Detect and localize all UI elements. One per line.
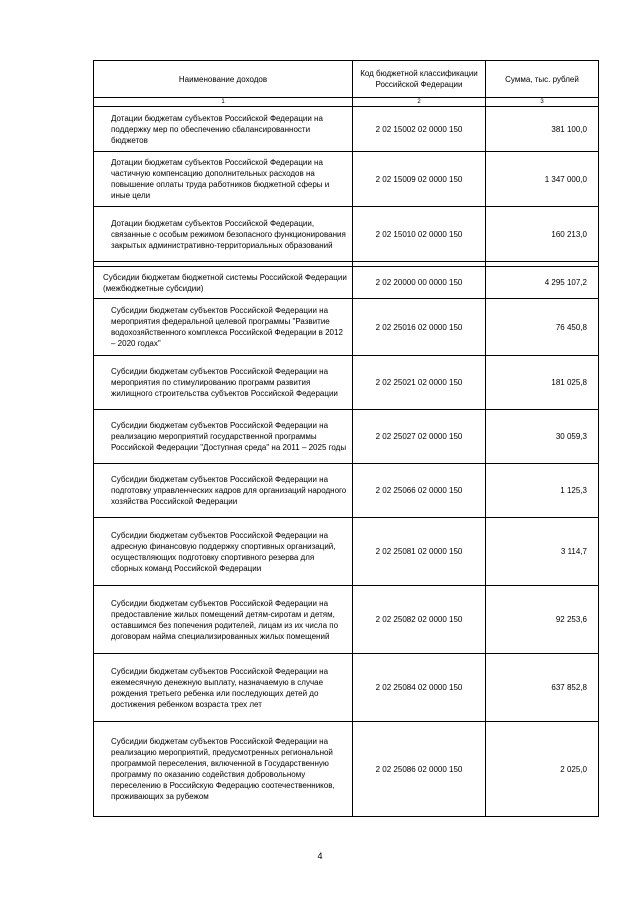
- table-row: [94, 299, 599, 356]
- budget-code: 2 02 20000 00 0000 150: [353, 267, 486, 299]
- budget-code: 2 02 25016 02 0000 150: [353, 299, 486, 356]
- revenue-name: Субсидии бюджетам субъектов Российской Федерации на мероприятия федеральной целевой программы "Развитие водохозяйственного комплекса Российской Федерации в 2012 – 2020 годах": [94, 299, 353, 356]
- header-budget-code: Код бюджетной классификации Российской Федерации: [353, 61, 486, 98]
- table-row: [94, 722, 599, 817]
- header-amount: Сумма, тыс. рублей: [486, 61, 599, 98]
- table-row: [94, 654, 599, 722]
- column-number: 2: [353, 98, 486, 107]
- column-number-row: [94, 98, 599, 107]
- revenue-name: Субсидии бюджетам субъектов Российской Федерации на подготовку управленческих кадров для организаций народного хозяйства Российской Федерации: [94, 464, 353, 518]
- revenue-name: Субсидии бюджетам субъектов Российской Федерации на мероприятия по стимулированию программ развития жилищного строительства субъектов Российской Федерации: [94, 356, 353, 410]
- table-row: [94, 518, 599, 586]
- column-number: 3: [486, 98, 599, 107]
- budget-code: 2 02 25081 02 0000 150: [353, 518, 486, 586]
- amount: 76 450,8: [486, 299, 599, 356]
- budget-code: 2 02 25086 02 0000 150: [353, 722, 486, 817]
- table-row: [94, 410, 599, 464]
- table-row: [94, 207, 599, 262]
- amount: 2 025,0: [486, 722, 599, 817]
- revenue-name: Субсидии бюджетам субъектов Российской Федерации на адресную финансовую поддержку спортивных организаций, осуществляющих подготовку спортивного резерва для сборных команд Российской Федерации: [94, 518, 353, 586]
- budget-code: 2 02 15009 02 0000 150: [353, 152, 486, 207]
- amount: 181 025,8: [486, 356, 599, 410]
- amount: 381 100,0: [486, 107, 599, 152]
- amount: 3 114,7: [486, 518, 599, 586]
- budget-code: 2 02 25021 02 0000 150: [353, 356, 486, 410]
- budget-code: 2 02 25027 02 0000 150: [353, 410, 486, 464]
- revenue-table: [93, 60, 599, 817]
- table-row: [94, 586, 599, 654]
- column-number: 1: [94, 98, 353, 107]
- budget-code: 2 02 25066 02 0000 150: [353, 464, 486, 518]
- table-row: [94, 152, 599, 207]
- revenue-name: Дотации бюджетам субъектов Российской Федерации, связанные с особым режимом безопасного функционирования закрытых административно-территориальных образований: [94, 207, 353, 262]
- amount: 160 213,0: [486, 207, 599, 262]
- revenue-name: Субсидии бюджетам субъектов Российской Федерации на предоставление жилых помещений детям-сиротам и детям, оставшимся без попечения родителей, лицам из их числа по договорам найма специализированных жилых помещений: [94, 586, 353, 654]
- revenue-name: Субсидии бюджетам бюджетной системы Российской Федерации (межбюджетные субсидии): [94, 267, 353, 299]
- budget-code: 2 02 15002 02 0000 150: [353, 107, 486, 152]
- table-row: [94, 356, 599, 410]
- table-row: [94, 267, 599, 299]
- amount: 92 253,6: [486, 586, 599, 654]
- revenue-name: Субсидии бюджетам субъектов Российской Федерации на ежемесячную денежную выплату, назначаемую в случае рождения третьего ребенка или последующих детей до достижения ребенком возраста трех лет: [94, 654, 353, 722]
- amount: 30 059,3: [486, 410, 599, 464]
- page-number: 4: [317, 851, 323, 861]
- amount: 4 295 107,2: [486, 267, 599, 299]
- revenue-name: Субсидии бюджетам субъектов Российской Федерации на реализацию мероприятий, предусмотренных региональной программой переселения, включенной в Государственную программу по оказанию содействия добровольному переселению в Российскую Федерацию соотечественников, проживающих за рубежом: [94, 722, 353, 817]
- table-header-row: [94, 61, 599, 98]
- table-row: [94, 464, 599, 518]
- revenue-name: Субсидии бюджетам субъектов Российской Федерации на реализацию мероприятий государственной программы Российской Федерации "Доступная среда" на 2011 – 2025 годы: [94, 410, 353, 464]
- budget-code: 2 02 25082 02 0000 150: [353, 586, 486, 654]
- amount: 1 347 000,0: [486, 152, 599, 207]
- budget-code: 2 02 25084 02 0000 150: [353, 654, 486, 722]
- header-revenue-name: Наименование доходов: [94, 61, 353, 98]
- table-row: [94, 107, 599, 152]
- amount: 1 125,3: [486, 464, 599, 518]
- revenue-name: Дотации бюджетам субъектов Российской Федерации на частичную компенсацию дополнительных расходов на повышение оплаты труда работников бюджетной сферы и иные цели: [94, 152, 353, 207]
- revenue-name: Дотации бюджетам субъектов Российской Федерации на поддержку мер по обеспечению сбалансированности бюджетов: [94, 107, 353, 152]
- budget-code: 2 02 15010 02 0000 150: [353, 207, 486, 262]
- amount: 637 852,8: [486, 654, 599, 722]
